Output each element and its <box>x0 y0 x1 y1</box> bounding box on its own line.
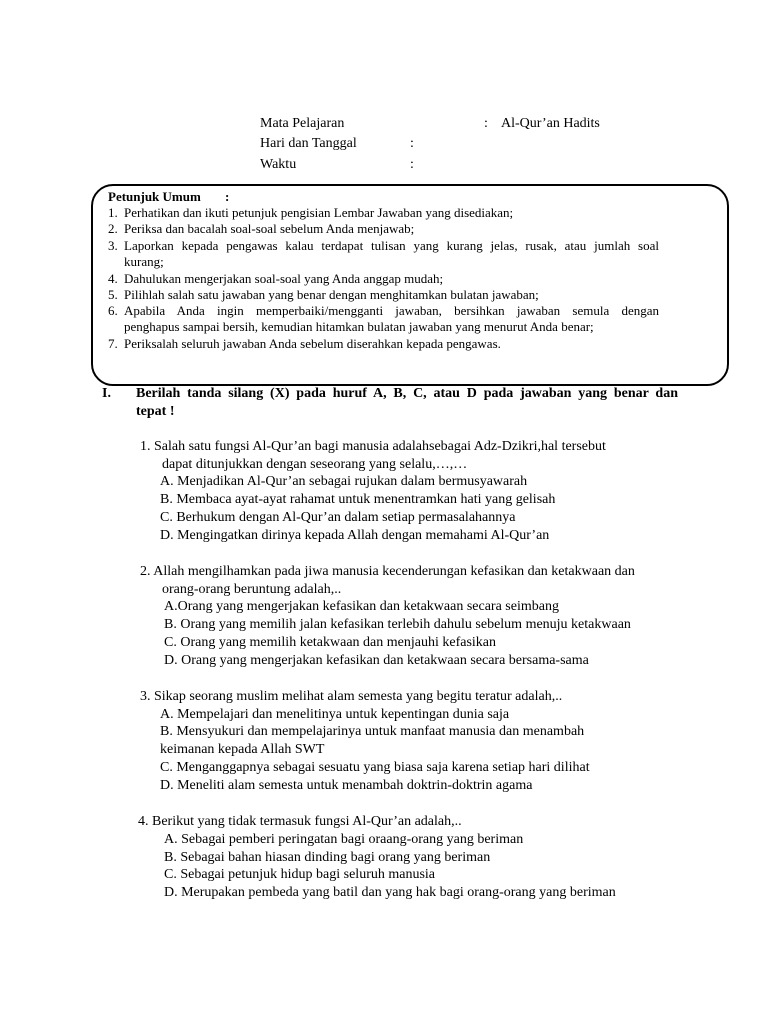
subject-value: Al-Qur’an Hadits <box>501 116 600 131</box>
subject-label: Mata Pelajaran <box>260 116 345 131</box>
question-text: 3. Sikap seorang muslim melihat alam semesta yang begitu teratur adalah,.. <box>140 689 563 704</box>
option-c: C. Berhukum dengan Al-Qur’an dalam setiap permasalahannya <box>160 510 516 525</box>
instruction-text: Apabila Anda ingin memperbaiki/mengganti jawaban, bersihkan jawaban semula dengan <box>124 303 659 318</box>
time-label: Waktu <box>260 157 297 172</box>
question-text: 2. Allah mengilhamkan pada jiwa manusia kecenderungan kefasikan dan ketakwaan dan <box>140 564 635 579</box>
option-a: A. Sebagai pemberi peringatan bagi oraang-orang yang beriman <box>164 832 524 847</box>
option-b: B. Orang yang memilih jalan kefasikan terlebih dahulu sebelum menuju ketakwaan <box>164 617 631 632</box>
instruction-text: Laporkan kepada pengawas kalau terdapat tulisan yang kurang jelas, rusak, atau jumlah soal <box>124 238 659 253</box>
instruction-number: 6. <box>108 303 118 318</box>
option-a: A. Mempelajari dan menelitinya untuk kepentingan dunia saja <box>160 707 510 722</box>
instruction-number: 4. <box>108 271 118 286</box>
option-d: D. Meneliti alam semesta untuk menambah doktrin-doktrin agama <box>160 778 533 793</box>
option-b: B. Membaca ayat-ayat rahamat untuk menentramkan hati yang gelisah <box>160 492 556 507</box>
instruction-text-continued: kurang; <box>124 254 164 269</box>
option-a: A. Menjadikan Al-Qur’an sebagai rujukan dalam bermusyawarah <box>160 474 528 489</box>
instruction-text: Periksa dan bacalah soal-soal sebelum Anda menjawab; <box>124 221 415 236</box>
instruction-text: Pilihlah salah satu jawaban yang benar dengan menghitamkan bulatan jawaban; <box>124 287 539 302</box>
day-label: Hari dan Tanggal <box>260 136 357 151</box>
option-c: C. Orang yang memilih ketakwaan dan menjauhi kefasikan <box>164 635 497 650</box>
instruction-number: 3. <box>108 238 118 253</box>
instructions-title-colon: : <box>225 189 230 204</box>
option-c: C. Menganggapnya sebagai sesuatu yang biasa saja karena setiap hari dilihat <box>160 760 590 775</box>
option-b: B. Mensyukuri dan mempelajarinya untuk manfaat manusia dan menambah <box>160 724 585 739</box>
instruction-number: 7. <box>108 336 118 351</box>
option-c: C. Sebagai petunjuk hidup bagi seluruh manusia <box>164 867 436 882</box>
instruction-number: 1. <box>108 205 118 220</box>
option-b: B. Sebagai bahan hiasan dinding bagi orang yang beriman <box>164 850 491 865</box>
time-colon: : <box>410 157 414 172</box>
question-text-continued: dapat ditunjukkan dengan seseorang yang selalu,…,… <box>162 457 468 472</box>
section-instruction: Berilah tanda silang (X) pada huruf A, B, C, atau D pada jawaban yang benar dan <box>136 386 678 401</box>
instruction-text: Dahulukan mengerjakan soal-soal yang Anda anggap mudah; <box>124 271 444 286</box>
instruction-number: 5. <box>108 287 118 302</box>
instruction-text: Periksalah seluruh jawaban Anda sebelum diserahkan kepada pengawas. <box>124 336 501 351</box>
section-instruction-continued: tepat ! <box>136 404 175 419</box>
instruction-text-continued: penghapus sampai bersih, kemudian hitamkan bulatan jawaban yang menurut Anda benar; <box>124 319 594 334</box>
instructions-title: Petunjuk Umum <box>108 189 201 204</box>
day-colon: : <box>410 136 414 151</box>
option-b-continued: keimanan kepada Allah SWT <box>160 742 325 757</box>
question-text: 4. Berikut yang tidak termasuk fungsi Al-Qur’an adalah,.. <box>138 814 462 829</box>
option-d: D. Orang yang mengerjakan kefasikan dan ketakwaan secara bersama-sama <box>164 653 589 668</box>
section-number: I. <box>102 386 111 401</box>
option-a: A.Orang yang mengerjakan kefasikan dan ketakwaan secara seimbang <box>164 599 559 614</box>
option-d: D. Merupakan pembeda yang batil dan yang hak bagi orang-orang yang beriman <box>164 885 616 900</box>
question-text-continued: orang-orang beruntung adalah,.. <box>162 582 342 597</box>
instruction-number: 2. <box>108 221 118 236</box>
option-d: D. Mengingatkan dirinya kepada Allah dengan memahami Al-Qur’an <box>160 528 550 543</box>
instruction-text: Perhatikan dan ikuti petunjuk pengisian Lembar Jawaban yang disediakan; <box>124 205 514 220</box>
question-text: 1. Salah satu fungsi Al-Qur’an bagi manusia adalahsebagai Adz-Dzikri,hal tersebut <box>140 439 606 454</box>
subject-colon: : <box>484 116 488 131</box>
